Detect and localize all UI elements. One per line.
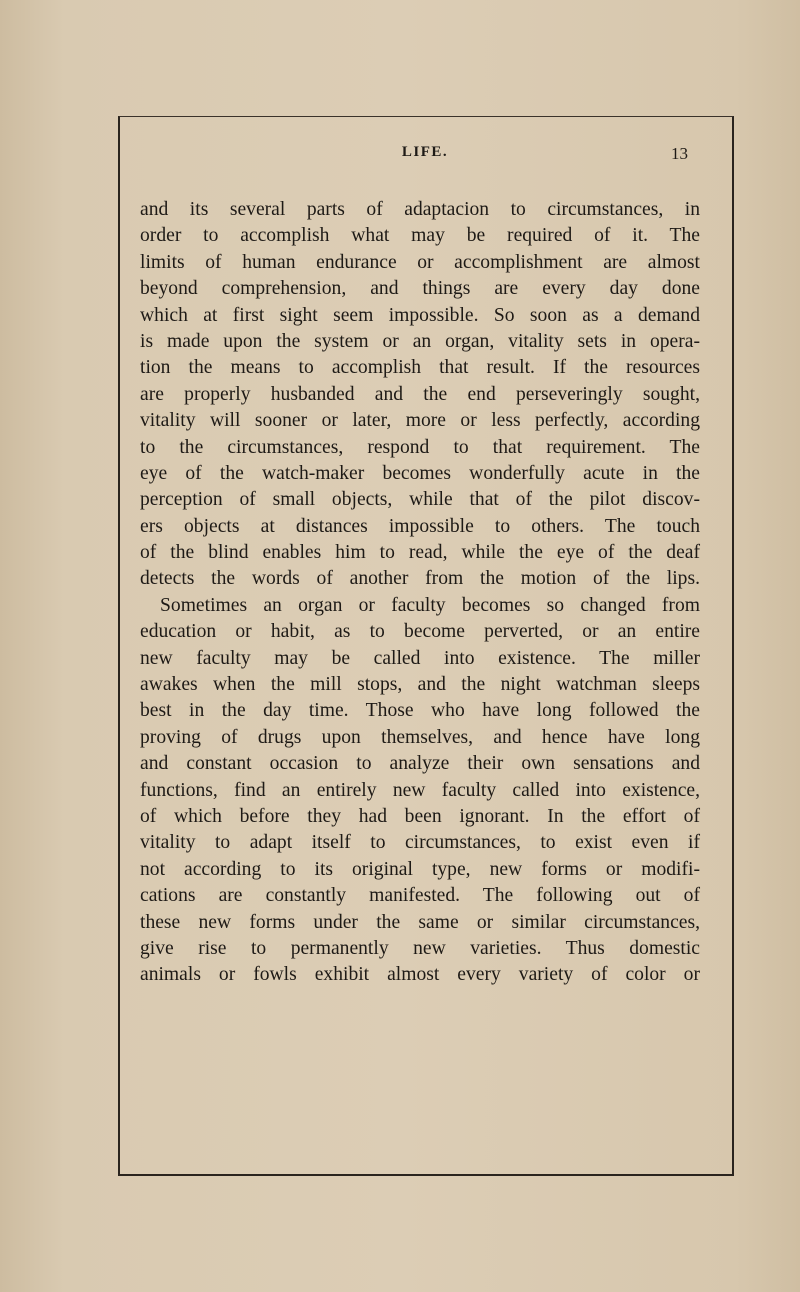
text-line: education or habit, as to become perverted, or an entire	[140, 621, 700, 643]
page-number: 13	[671, 144, 688, 163]
page-header	[122, 144, 688, 168]
text-line: is made upon the system or an organ, vitality sets in opera-	[140, 330, 700, 352]
text-line: functions, find an entirely new faculty called into existence,	[140, 779, 700, 801]
text-line: vitality will sooner or later, more or less perfectly, according	[140, 410, 700, 432]
text-line: ers objects at distances impossible to others. The touch	[140, 515, 700, 537]
text-line: perception of small objects, while that of the pilot discov-	[140, 489, 700, 511]
text-line: these new forms under the same or similar circumstances,	[140, 911, 700, 933]
text-line: cations are constantly manifested. The following out of	[140, 885, 700, 907]
text-line: and constant occasion to analyze their own sensations and	[140, 753, 700, 775]
text-line: give rise to permanently new varieties. Thus domestic	[140, 937, 700, 959]
text-line: Sometimes an organ or faculty becomes so changed from	[160, 594, 700, 616]
text-line: best in the day time. Those who have long followed the	[140, 700, 700, 722]
text-line: eye of the watch-maker becomes wonderfully acute in the	[140, 462, 700, 484]
text-line: animals or fowls exhibit almost every variety of color or	[140, 964, 700, 986]
text-line: beyond comprehension, and things are every day done	[140, 278, 700, 300]
text-line: limits of human endurance or accomplishment are almost	[140, 251, 700, 273]
text-line: new faculty may be called into existence. The miller	[140, 647, 700, 669]
text-line: not according to its original type, new forms or modifi-	[140, 858, 700, 880]
text-line: tion the means to accomplish that result. If the resources	[140, 357, 700, 379]
text-line: are properly husbanded and the end perseveringly sought,	[140, 383, 700, 405]
text-line: detects the words of another from the motion of the lips.	[140, 568, 700, 590]
text-line: which at first sight seem impossible. So soon as a demand	[140, 304, 700, 326]
text-line: of the blind enables him to read, while the eye of the deaf	[140, 542, 700, 564]
text-line: order to accomplish what may be required of it. The	[140, 225, 700, 247]
text-line: awakes when the mill stops, and the night watchman sleeps	[140, 674, 700, 696]
text-line: of which before they had been ignorant. In the effort of	[140, 805, 700, 827]
text-line: vitality to adapt itself to circumstances, to exist even if	[140, 832, 700, 854]
body-text	[140, 197, 700, 989]
text-line: and its several parts of adaptacion to circumstances, in	[140, 199, 700, 220]
running-head: LIFE.	[401, 144, 449, 160]
text-line: proving of drugs upon themselves, and hence have long	[140, 726, 700, 748]
text-line: to the circumstances, respond to that requirement. The	[140, 436, 700, 458]
